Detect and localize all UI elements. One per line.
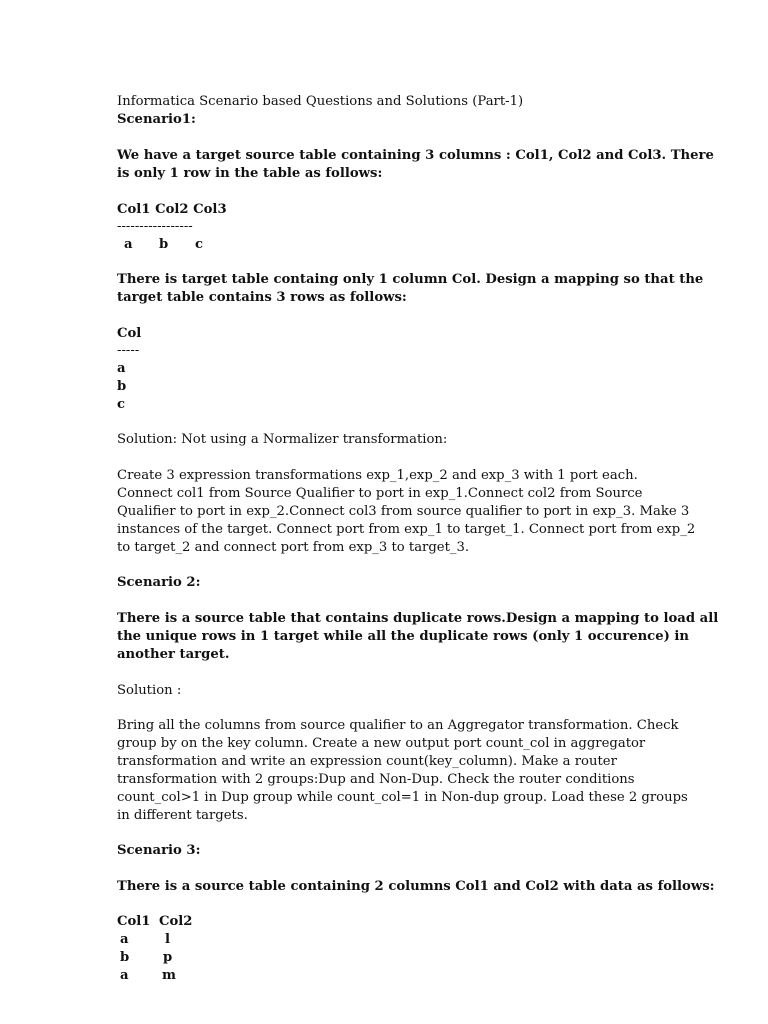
target-question-line1: There is target table containg only 1 column Col. Design a mapping so that the [117, 272, 704, 287]
target-table-separator: ----- [117, 343, 140, 358]
scenario2-question-line: There is a source table that contains duplicate rows.Design a mapping to load all [117, 611, 719, 626]
target-table-row: c [117, 397, 126, 412]
scenario2-solution-line: transformation with 2 groups:Dup and Non-Dup. Check the router conditions [117, 772, 635, 787]
scenario3-table-cell: a [120, 968, 129, 983]
source-table-cell-col2: b [159, 237, 169, 252]
scenario3-question: There is a source table containing 2 columns Col1 and Col2 with data as follows: [117, 879, 715, 894]
scenario1-solution-line: Connect col1 from Source Qualifier to port in exp_1.Connect col2 from Source [117, 486, 643, 501]
scenario3-table-header-col1: Col1 [117, 914, 151, 929]
target-table-header: Col [117, 326, 142, 341]
scenario1-solution-heading: Solution: Not using a Normalizer transformation: [117, 432, 448, 447]
scenario1-heading: Scenario1: [117, 112, 196, 127]
scenario3-heading: Scenario 3: [117, 843, 201, 858]
source-table-header: Col1 Col2 Col3 [117, 202, 227, 217]
scenario1-question-line1: We have a target source table containing 3 columns : Col1, Col2 and Col3. There [117, 148, 714, 163]
scenario1-question-line2: is only 1 row in the table as follows: [117, 166, 383, 181]
target-question-line2: target table contains 3 rows as follows: [117, 290, 407, 305]
source-table-cell-col3: c [195, 237, 204, 252]
scenario2-solution-heading: Solution : [117, 683, 182, 698]
scenario2-question-line: another target. [117, 647, 230, 662]
scenario2-question-line: the unique rows in 1 target while all the duplicate rows (only 1 occurence) in [117, 629, 690, 644]
source-table-cell-col1: a [124, 237, 133, 252]
scenario2-solution-line: Bring all the columns from source qualifier to an Aggregator transformation. Check [117, 718, 679, 733]
scenario1-solution-line: Qualifier to port in exp_2.Connect col3 from source qualifier to port in exp_3. Make 3 [117, 504, 690, 519]
scenario2-solution-line: in different targets. [117, 808, 248, 823]
source-table-separator: ----------------- [117, 219, 193, 234]
scenario1-solution-line: Create 3 expression transformations exp_1,exp_2 and exp_3 with 1 port each. [117, 468, 638, 483]
scenario2-solution-line: transformation and write an expression count(key_column). Make a router [117, 754, 617, 769]
scenario1-solution-line: to target_2 and connect port from exp_3 to target_3. [117, 540, 470, 555]
target-table-row: b [117, 379, 127, 394]
target-table-row: a [117, 361, 126, 376]
scenario3-table-cell: m [162, 968, 176, 983]
scenario3-table-cell: a [120, 932, 129, 947]
scenario3-table-cell: p [163, 950, 173, 965]
scenario2-solution-line: count_col>1 in Dup group while count_col=1 in Non-dup group. Load these 2 groups [117, 790, 688, 805]
scenario2-solution-line: group by on the key column. Create a new output port count_col in aggregator [117, 736, 646, 751]
scenario3-table-header-col2: Col2 [159, 914, 193, 929]
document-title: Informatica Scenario based Questions and Solutions (Part-1) [117, 94, 524, 109]
scenario1-solution-line: instances of the target. Connect port from exp_1 to target_1. Connect port from exp_2 [117, 522, 696, 537]
scenario2-heading: Scenario 2: [117, 575, 201, 590]
scenario3-table-cell: l [165, 932, 171, 947]
scenario3-table-cell: b [120, 950, 130, 965]
